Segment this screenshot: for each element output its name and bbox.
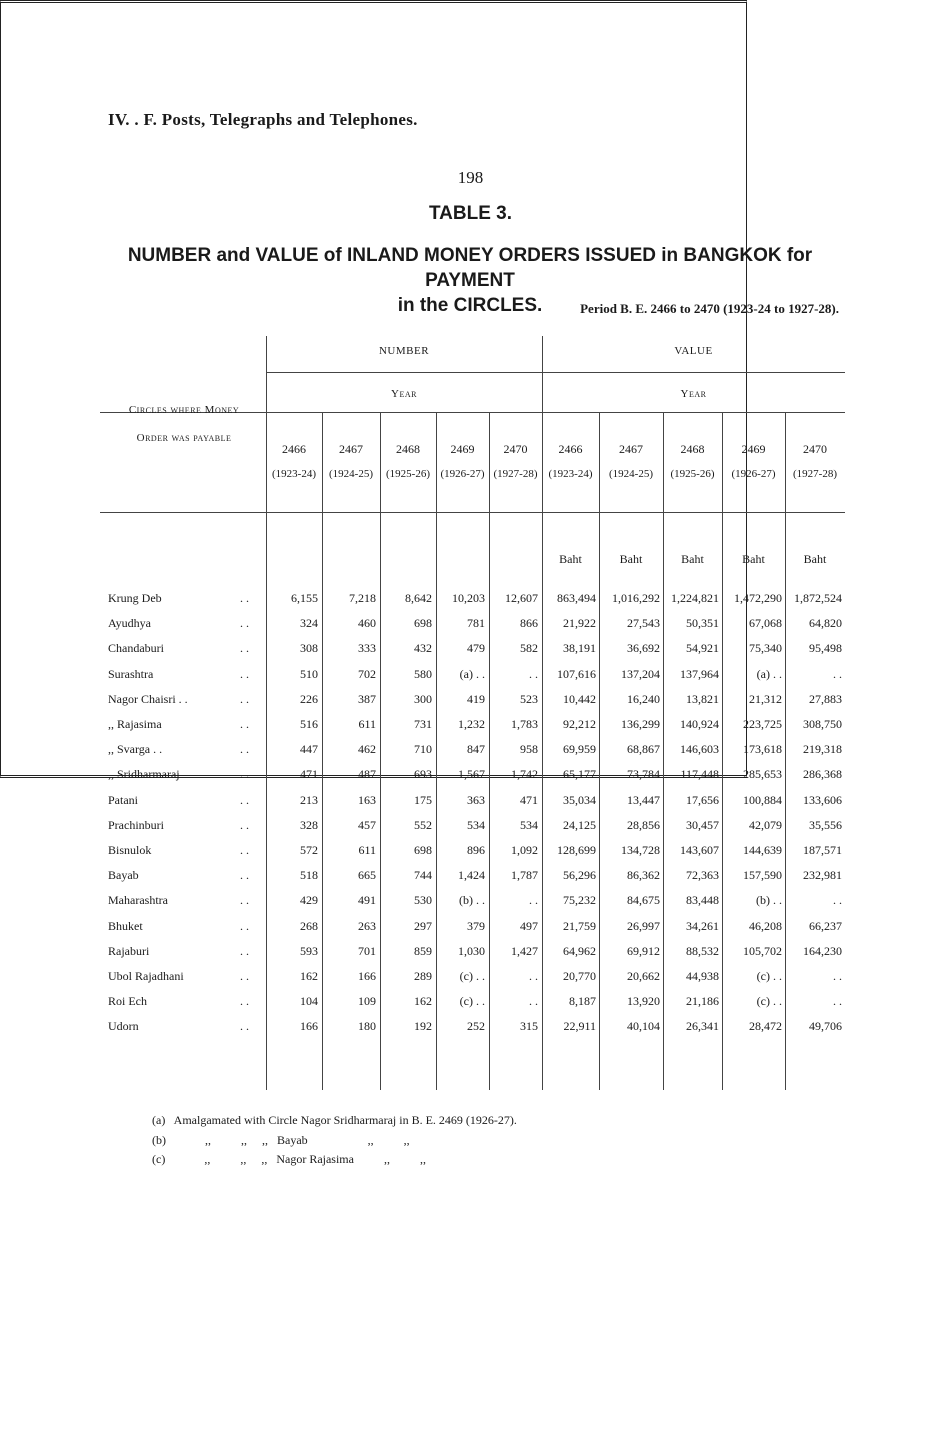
- value-year-ce: (1927-28): [793, 468, 837, 480]
- number-cell: (a) . .: [459, 666, 485, 681]
- table-title: TABLE 3.: [428, 203, 513, 224]
- unit-baht: Baht: [803, 552, 827, 566]
- value-cell: 144,639: [743, 843, 782, 857]
- circle-name: Patani: [108, 792, 138, 807]
- value-cell: (b) . .: [756, 893, 782, 908]
- value-year-ce: (1924-25): [609, 468, 653, 480]
- value-cell: 308,750: [803, 717, 842, 731]
- number-cell: 432: [414, 641, 432, 656]
- table-row: [100, 717, 845, 742]
- number-cell: 698: [414, 616, 432, 631]
- circle-name: Ubol Rajadhani: [108, 969, 184, 983]
- number-cell: 471: [300, 767, 318, 782]
- number-cell: 701: [358, 943, 376, 958]
- number-cell: 457: [358, 817, 376, 832]
- value-cell: 26,997: [627, 918, 660, 933]
- table-row: [100, 843, 845, 868]
- footnote-text: Amalgamated with Circle Nagor Sridharmaraj in B. E. 2469 (1926-27).: [173, 1113, 517, 1127]
- number-cell: 744: [414, 868, 432, 883]
- number-cell: 308: [300, 641, 318, 656]
- value-cell: 75,340: [749, 641, 782, 656]
- value-cell: 21,312: [749, 691, 782, 706]
- value-cell: 223,725: [743, 717, 782, 731]
- value-cell: 26,341: [686, 1019, 719, 1034]
- value-cell: 17,656: [686, 792, 719, 807]
- value-cell: 22,911: [563, 1019, 596, 1034]
- value-cell: 27,543: [627, 616, 660, 631]
- table-row: [100, 919, 845, 944]
- number-cell: 192: [414, 1019, 432, 1034]
- value-cell: (c) . .: [756, 994, 782, 1009]
- value-cell: 35,034: [563, 792, 596, 807]
- number-cell: 497: [520, 918, 538, 933]
- value-cell: 68,867: [627, 742, 660, 757]
- value-cell: 44,938: [686, 969, 719, 983]
- number-cell: 593: [300, 943, 318, 958]
- value-cell: 137,964: [680, 666, 719, 681]
- table-row: [100, 742, 845, 767]
- value-cell: 42,079: [749, 817, 782, 832]
- value-cell: 100,884: [743, 792, 782, 807]
- value-year-be: 2467: [619, 442, 643, 456]
- number-cell: 175: [414, 792, 432, 807]
- value-cell: 69,959: [563, 742, 596, 757]
- unit-baht: Baht: [619, 552, 643, 566]
- value-cell: 140,924: [680, 717, 719, 731]
- footnote-text: ,, ,, ,, Nagor Rajasima ,, ,,: [204, 1152, 426, 1166]
- number-cell: 534: [467, 817, 485, 832]
- number-cell: 866: [520, 616, 538, 631]
- number-cell: 731: [414, 717, 432, 731]
- table-row: [100, 969, 845, 994]
- value-cell: 173,618: [743, 742, 782, 757]
- value-cell: 38,191: [563, 641, 596, 656]
- value-cell: 13,920: [627, 994, 660, 1009]
- value-cell: 1,872,524: [794, 591, 842, 605]
- value-year-be: 2466: [558, 442, 583, 456]
- value-cell: 73,784: [627, 767, 660, 782]
- number-cell: 1,092: [511, 843, 538, 857]
- circle-name: Krung Deb: [108, 591, 162, 605]
- value-cell: 64,820: [809, 616, 842, 631]
- circles-header-line-1: Circles where Money: [128, 404, 240, 416]
- value-cell: 13,821: [686, 691, 719, 706]
- leader-dots: . .: [240, 868, 249, 883]
- value-cell: 105,702: [743, 943, 782, 958]
- value-cell: 88,532: [686, 943, 719, 958]
- unit-baht: Baht: [559, 552, 582, 566]
- table-row: [100, 868, 845, 893]
- value-cell: 1,472,290: [734, 591, 782, 605]
- number-year-ce: (1923-24): [272, 468, 316, 480]
- number-cell: 333: [358, 641, 376, 656]
- header-rule: [542, 412, 845, 413]
- leader-dots: . .: [240, 943, 249, 958]
- number-cell: 523: [520, 691, 538, 706]
- value-year-be: 2469: [741, 442, 766, 456]
- leader-dots: . .: [240, 893, 249, 908]
- value-cell: 21,759: [563, 918, 596, 933]
- value-cell: 1,224,821: [671, 591, 719, 605]
- number-year-ce: (1927-28): [493, 468, 538, 480]
- number-cell: 702: [358, 666, 376, 681]
- number-cell: 315: [520, 1019, 538, 1034]
- leader-dots: . .: [240, 717, 249, 731]
- number-cell: 324: [300, 616, 318, 631]
- footnote-c: [152, 1152, 426, 1167]
- circle-name: Roi Ech: [108, 994, 147, 1009]
- value-cell: . .: [833, 969, 842, 983]
- table-row: [100, 616, 845, 641]
- number-cell: 847: [467, 742, 485, 757]
- number-cell: 460: [358, 616, 376, 631]
- number-cell: 582: [520, 641, 538, 656]
- value-cell: 49,706: [809, 1019, 842, 1034]
- value-cell: . .: [833, 893, 842, 908]
- number-cell: 487: [358, 767, 376, 782]
- value-header: VALUE: [674, 345, 713, 357]
- number-cell: . .: [529, 994, 538, 1009]
- header-rule: [266, 372, 542, 373]
- number-cell: 958: [520, 742, 538, 757]
- value-cell: 1,016,292: [612, 591, 660, 605]
- number-cell: 572: [300, 843, 318, 857]
- circle-name: Prachinburi: [108, 817, 164, 832]
- number-cell: 8,642: [405, 591, 432, 605]
- value-cell: 67,068: [749, 616, 782, 631]
- value-cell: 65,177: [563, 767, 596, 782]
- value-cell: . .: [833, 666, 842, 681]
- value-cell: 10,442: [563, 691, 596, 706]
- number-cell: 1,787: [511, 868, 538, 883]
- value-cell: 8,187: [569, 994, 596, 1009]
- value-cell: 40,104: [627, 1019, 660, 1034]
- number-cell: 429: [300, 893, 318, 908]
- number-year-ce: (1925-26): [386, 468, 430, 480]
- number-cell: 552: [414, 817, 432, 832]
- value-cell: 285,653: [743, 767, 782, 782]
- value-cell: 28,856: [627, 817, 660, 832]
- value-year-be: 2468: [680, 442, 705, 456]
- number-cell: 297: [414, 918, 432, 933]
- number-cell: 510: [300, 666, 318, 681]
- leader-dots: . .: [240, 792, 249, 807]
- footnote-mark: (c): [152, 1152, 166, 1166]
- number-cell: 109: [358, 994, 376, 1009]
- value-cell: 30,457: [686, 817, 719, 832]
- table-row: [100, 793, 845, 818]
- number-cell: 859: [414, 943, 432, 958]
- value-cell: 128,699: [557, 843, 596, 857]
- number-cell: 781: [467, 616, 485, 631]
- leader-dots: . .: [240, 591, 249, 605]
- value-year-be: 2470: [803, 442, 827, 456]
- unit-baht: Baht: [742, 552, 765, 566]
- number-cell: 1,742: [511, 767, 538, 782]
- value-cell: 27,883: [809, 691, 842, 706]
- unit-baht: Baht: [681, 552, 704, 566]
- number-cell: 479: [467, 641, 485, 656]
- number-cell: 1,783: [511, 717, 538, 731]
- value-cell: 20,770: [563, 969, 596, 983]
- table-row: [100, 994, 845, 1019]
- value-cell: 107,616: [557, 666, 596, 681]
- number-cell: 611: [358, 843, 376, 857]
- circles-header-line-2: Order was payable: [136, 432, 232, 444]
- number-cell: 387: [358, 691, 376, 706]
- table-row: [100, 1019, 845, 1044]
- leader-dots: . .: [240, 843, 249, 857]
- value-cell: 95,498: [809, 641, 842, 656]
- leader-dots: . .: [240, 994, 249, 1009]
- number-cell: 379: [467, 918, 485, 933]
- table-row: [100, 641, 845, 666]
- number-year-be: 2468: [396, 442, 420, 456]
- value-cell: 36,692: [627, 641, 660, 656]
- number-cell: 491: [358, 893, 376, 908]
- circle-name: Bayab: [108, 868, 139, 883]
- number-cell: 268: [300, 918, 318, 933]
- heading-line-1: NUMBER and VALUE of INLAND MONEY ORDERS ISSUED in BANGKOK for PAYMENT: [127, 245, 813, 291]
- value-cell: 133,606: [803, 792, 842, 807]
- value-cell: 28,472: [749, 1019, 782, 1034]
- table-row: [100, 692, 845, 717]
- leader-dots: . .: [240, 969, 249, 983]
- number-cell: (b) . .: [459, 893, 485, 908]
- number-cell: 419: [467, 691, 485, 706]
- header-rule: [542, 372, 845, 373]
- circle-name: Surashtra: [108, 666, 154, 681]
- circle-name: Bisnulok: [108, 843, 152, 857]
- number-cell: (c) . .: [459, 994, 485, 1009]
- number-cell: 213: [300, 792, 318, 807]
- leader-dots: . .: [240, 742, 249, 757]
- circle-name: ,, Svarga . .: [108, 742, 163, 757]
- number-cell: . .: [529, 969, 538, 983]
- footnote-text: ,, ,, ,, Bayab ,, ,,: [205, 1133, 410, 1147]
- number-cell: 10,203: [452, 591, 485, 605]
- number-cell: 1,567: [458, 767, 485, 782]
- value-cell: 35,556: [809, 817, 842, 832]
- number-cell: 6,155: [291, 591, 318, 605]
- leader-dots: . .: [240, 1019, 249, 1034]
- footnote-mark: (b): [152, 1133, 166, 1147]
- value-cell: 34,261: [686, 918, 719, 933]
- period-line: Period B. E. 2466 to 2470 (1923-24 to 1927-28).: [580, 301, 839, 316]
- number-year-ce: (1926-27): [440, 468, 485, 480]
- number-cell: 471: [520, 792, 538, 807]
- table-row: [100, 667, 845, 692]
- value-cell: 75,232: [563, 893, 596, 908]
- number-cell: 166: [358, 969, 376, 983]
- table-row: [100, 767, 845, 792]
- value-cell: . .: [833, 994, 842, 1009]
- circle-name: ,, Sridharmaraj: [108, 767, 180, 782]
- value-cell: 66,237: [809, 918, 842, 933]
- value-year-ce: (1925-26): [670, 468, 715, 480]
- number-cell: 698: [414, 843, 432, 857]
- number-year-be: 2467: [339, 442, 363, 456]
- number-cell: 1,030: [458, 943, 485, 958]
- circle-name: Chandaburi: [108, 641, 164, 656]
- number-cell: 363: [467, 792, 485, 807]
- circle-name: ,, Rajasima: [108, 717, 162, 731]
- value-cell: 187,571: [803, 843, 842, 857]
- value-cell: 137,204: [621, 666, 660, 681]
- value-cell: 84,675: [627, 893, 660, 908]
- number-cell: 710: [414, 742, 432, 757]
- table-row: [100, 818, 845, 843]
- number-cell: 12,607: [505, 591, 538, 605]
- footnote-mark: (a): [152, 1113, 166, 1127]
- value-cell: 143,607: [680, 843, 719, 857]
- value-cell: 286,368: [803, 767, 842, 782]
- value-cell: 20,662: [627, 969, 660, 983]
- value-cell: 86,362: [627, 868, 660, 883]
- value-cell: 21,186: [686, 994, 719, 1009]
- number-cell: 896: [467, 843, 485, 857]
- number-cell: 162: [414, 994, 432, 1009]
- number-cell: 611: [358, 717, 376, 731]
- value-cell: 146,603: [680, 742, 719, 757]
- leader-dots: . .: [240, 767, 249, 782]
- number-cell: 300: [414, 691, 432, 706]
- value-cell: 56,296: [563, 868, 596, 883]
- number-cell: 462: [358, 742, 376, 757]
- value-cell: 136,299: [621, 717, 660, 731]
- number-cell: 518: [300, 868, 318, 883]
- number-cell: 580: [414, 666, 432, 681]
- value-cell: 13,447: [627, 792, 660, 807]
- number-cell: 530: [414, 893, 432, 908]
- number-year-ce: (1924-25): [329, 468, 373, 480]
- number-cell: 163: [358, 792, 376, 807]
- value-cell: 64,962: [563, 943, 596, 958]
- value-cell: 46,208: [749, 918, 782, 933]
- header-rule: [266, 412, 542, 413]
- number-cell: 665: [358, 868, 376, 883]
- number-year-be: 2469: [450, 442, 475, 456]
- number-cell: 447: [300, 742, 318, 757]
- leader-dots: . .: [240, 666, 249, 681]
- number-cell: 263: [358, 918, 376, 933]
- number-year-be: 2470: [503, 442, 528, 456]
- value-cell: (a) . .: [756, 666, 782, 681]
- circle-name: Udorn: [108, 1019, 139, 1034]
- value-cell: 134,728: [621, 843, 660, 857]
- table-row: [100, 591, 845, 616]
- number-cell: 289: [414, 969, 432, 983]
- number-header: NUMBER: [378, 345, 430, 357]
- number-cell: 180: [358, 1019, 376, 1034]
- number-cell: 1,232: [458, 717, 485, 731]
- value-cell: 72,363: [686, 868, 719, 883]
- leader-dots: . .: [240, 817, 249, 832]
- number-cell: 328: [300, 817, 318, 832]
- value-cell: 117,448: [680, 767, 719, 782]
- footnote-b: [152, 1133, 410, 1148]
- page-number: 198: [457, 168, 484, 187]
- value-year-ce: (1926-27): [731, 468, 776, 480]
- value-cell: 16,240: [627, 691, 660, 706]
- leader-dots: . .: [240, 616, 249, 631]
- number-cell: . .: [529, 666, 538, 681]
- number-cell: 693: [414, 767, 432, 782]
- value-year-header: Year: [680, 388, 707, 400]
- number-cell: 252: [467, 1019, 485, 1034]
- number-cell: 534: [520, 817, 538, 832]
- number-cell: 1,427: [511, 943, 538, 958]
- header-rule: [100, 512, 845, 513]
- leader-dots: . .: [240, 691, 249, 706]
- value-cell: 92,212: [563, 717, 596, 731]
- value-cell: 50,351: [686, 616, 719, 631]
- leader-dots: . .: [240, 918, 249, 933]
- value-cell: (c) . .: [756, 969, 782, 983]
- table-row: [100, 893, 845, 918]
- table-row: [100, 944, 845, 969]
- number-year-header: Year: [391, 388, 417, 400]
- value-cell: 164,230: [803, 943, 842, 958]
- circle-name: Maharashtra: [108, 893, 168, 908]
- number-cell: 1,424: [458, 868, 485, 883]
- value-cell: 69,912: [627, 943, 660, 958]
- value-cell: 83,448: [686, 893, 719, 908]
- value-cell: 54,921: [686, 641, 719, 656]
- value-year-ce: (1923-24): [548, 468, 593, 480]
- value-cell: 219,318: [803, 742, 842, 757]
- number-cell: (c) . .: [459, 969, 485, 983]
- number-cell: 162: [300, 969, 318, 983]
- footnote-a: [152, 1113, 517, 1128]
- number-cell: 7,218: [349, 591, 376, 605]
- circle-name: Nagor Chaisri . .: [108, 691, 188, 706]
- value-cell: 863,494: [557, 591, 596, 605]
- number-cell: 226: [300, 691, 318, 706]
- circle-name: Bhuket: [108, 918, 143, 933]
- value-cell: 157,590: [743, 868, 782, 883]
- circle-name: Ayudhya: [108, 616, 151, 631]
- number-cell: 516: [300, 717, 318, 731]
- value-cell: 232,981: [803, 868, 842, 883]
- heading-line-2: in the CIRCLES.: [397, 295, 543, 316]
- leader-dots: . .: [240, 641, 249, 656]
- value-cell: 21,922: [563, 616, 596, 631]
- number-cell: 166: [300, 1019, 318, 1034]
- number-cell: 104: [300, 994, 318, 1009]
- number-cell: . .: [529, 893, 538, 908]
- circle-name: Rajaburi: [108, 943, 150, 958]
- value-cell: 24,125: [563, 817, 596, 832]
- number-year-be: 2466: [282, 442, 306, 456]
- section-heading: IV. . F. Posts, Telegraphs and Telephones.: [108, 110, 418, 129]
